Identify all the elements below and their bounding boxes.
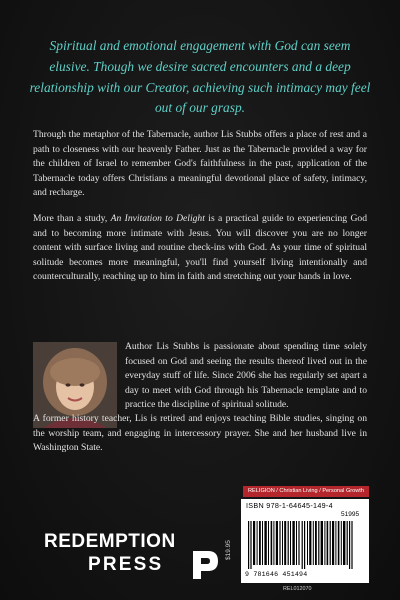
description-paragraph-1: Through the metaphor of the Tabernacle, author Lis Stubbs offers a place of rest and a path to closeness with our heavenly Father. Just as the Tabernacle provided a way for the children of Israel to remember God's faithfulness in the past, application of the Tabernacle today offers Christians a meaningful devotional place of safety, intimacy, and recharge. — [33, 129, 367, 199]
paragraph-2-prefix: More than a study, — [33, 213, 111, 224]
ean-digits: 9 781646 451494 — [245, 571, 308, 578]
barcode-block — [241, 499, 369, 583]
category-banner: RELIGION / Christian Living / Personal Growth — [243, 486, 369, 497]
paragraph-2-suffix: is a practical guide to experiencing God and to becoming more intimate with Jesus. You will discover you are no longer content with surface living and routine check-ins with God. As your time of spiritual solitude becomes more meaningful, you'll find yourself living intentionally and counterculturally, reaching up to him in faith and stretching out your hands in love. — [33, 213, 367, 283]
author-bio-continued: A former history teacher, Lis is retired and enjoys teaching Bible studies, singing on the worship team, and engaging in intercessory prayer. She and her husband live in Washington State. — [33, 413, 367, 454]
isbn-text: ISBN 978-1-64645-149-4 — [246, 501, 333, 510]
price-code: 51995 — [341, 511, 360, 518]
author-bio: Author Lis Stubbs is passionate about spending time solely focused on God and seeing the results thereof lived out in the everyday stuff of life. Since 2006 she has regularly set apart a day to meet with God through his Tabernacle template and to practice the discipline of spiritual solitude. — [125, 341, 367, 411]
rel-code: REL012070 — [283, 586, 312, 592]
barcode-icon — [246, 511, 364, 571]
publisher-name-line-1: REDEMPTION — [44, 531, 176, 552]
description-paragraph-2 — [33, 212, 367, 285]
publisher-mark-icon — [190, 549, 220, 581]
price-label: $19.95 — [225, 540, 232, 560]
publisher-name-line-2: PRESS — [88, 554, 164, 575]
cover-quote: Spiritual and emotional engagement with God can seem elusive. Though we desire sacred encounters and a deep relationship with our Creator, achieving such intimacy may feel out of our grasp. — [29, 38, 371, 116]
publisher-logo — [44, 531, 224, 577]
book-title: An Invitation to Delight — [110, 213, 205, 224]
